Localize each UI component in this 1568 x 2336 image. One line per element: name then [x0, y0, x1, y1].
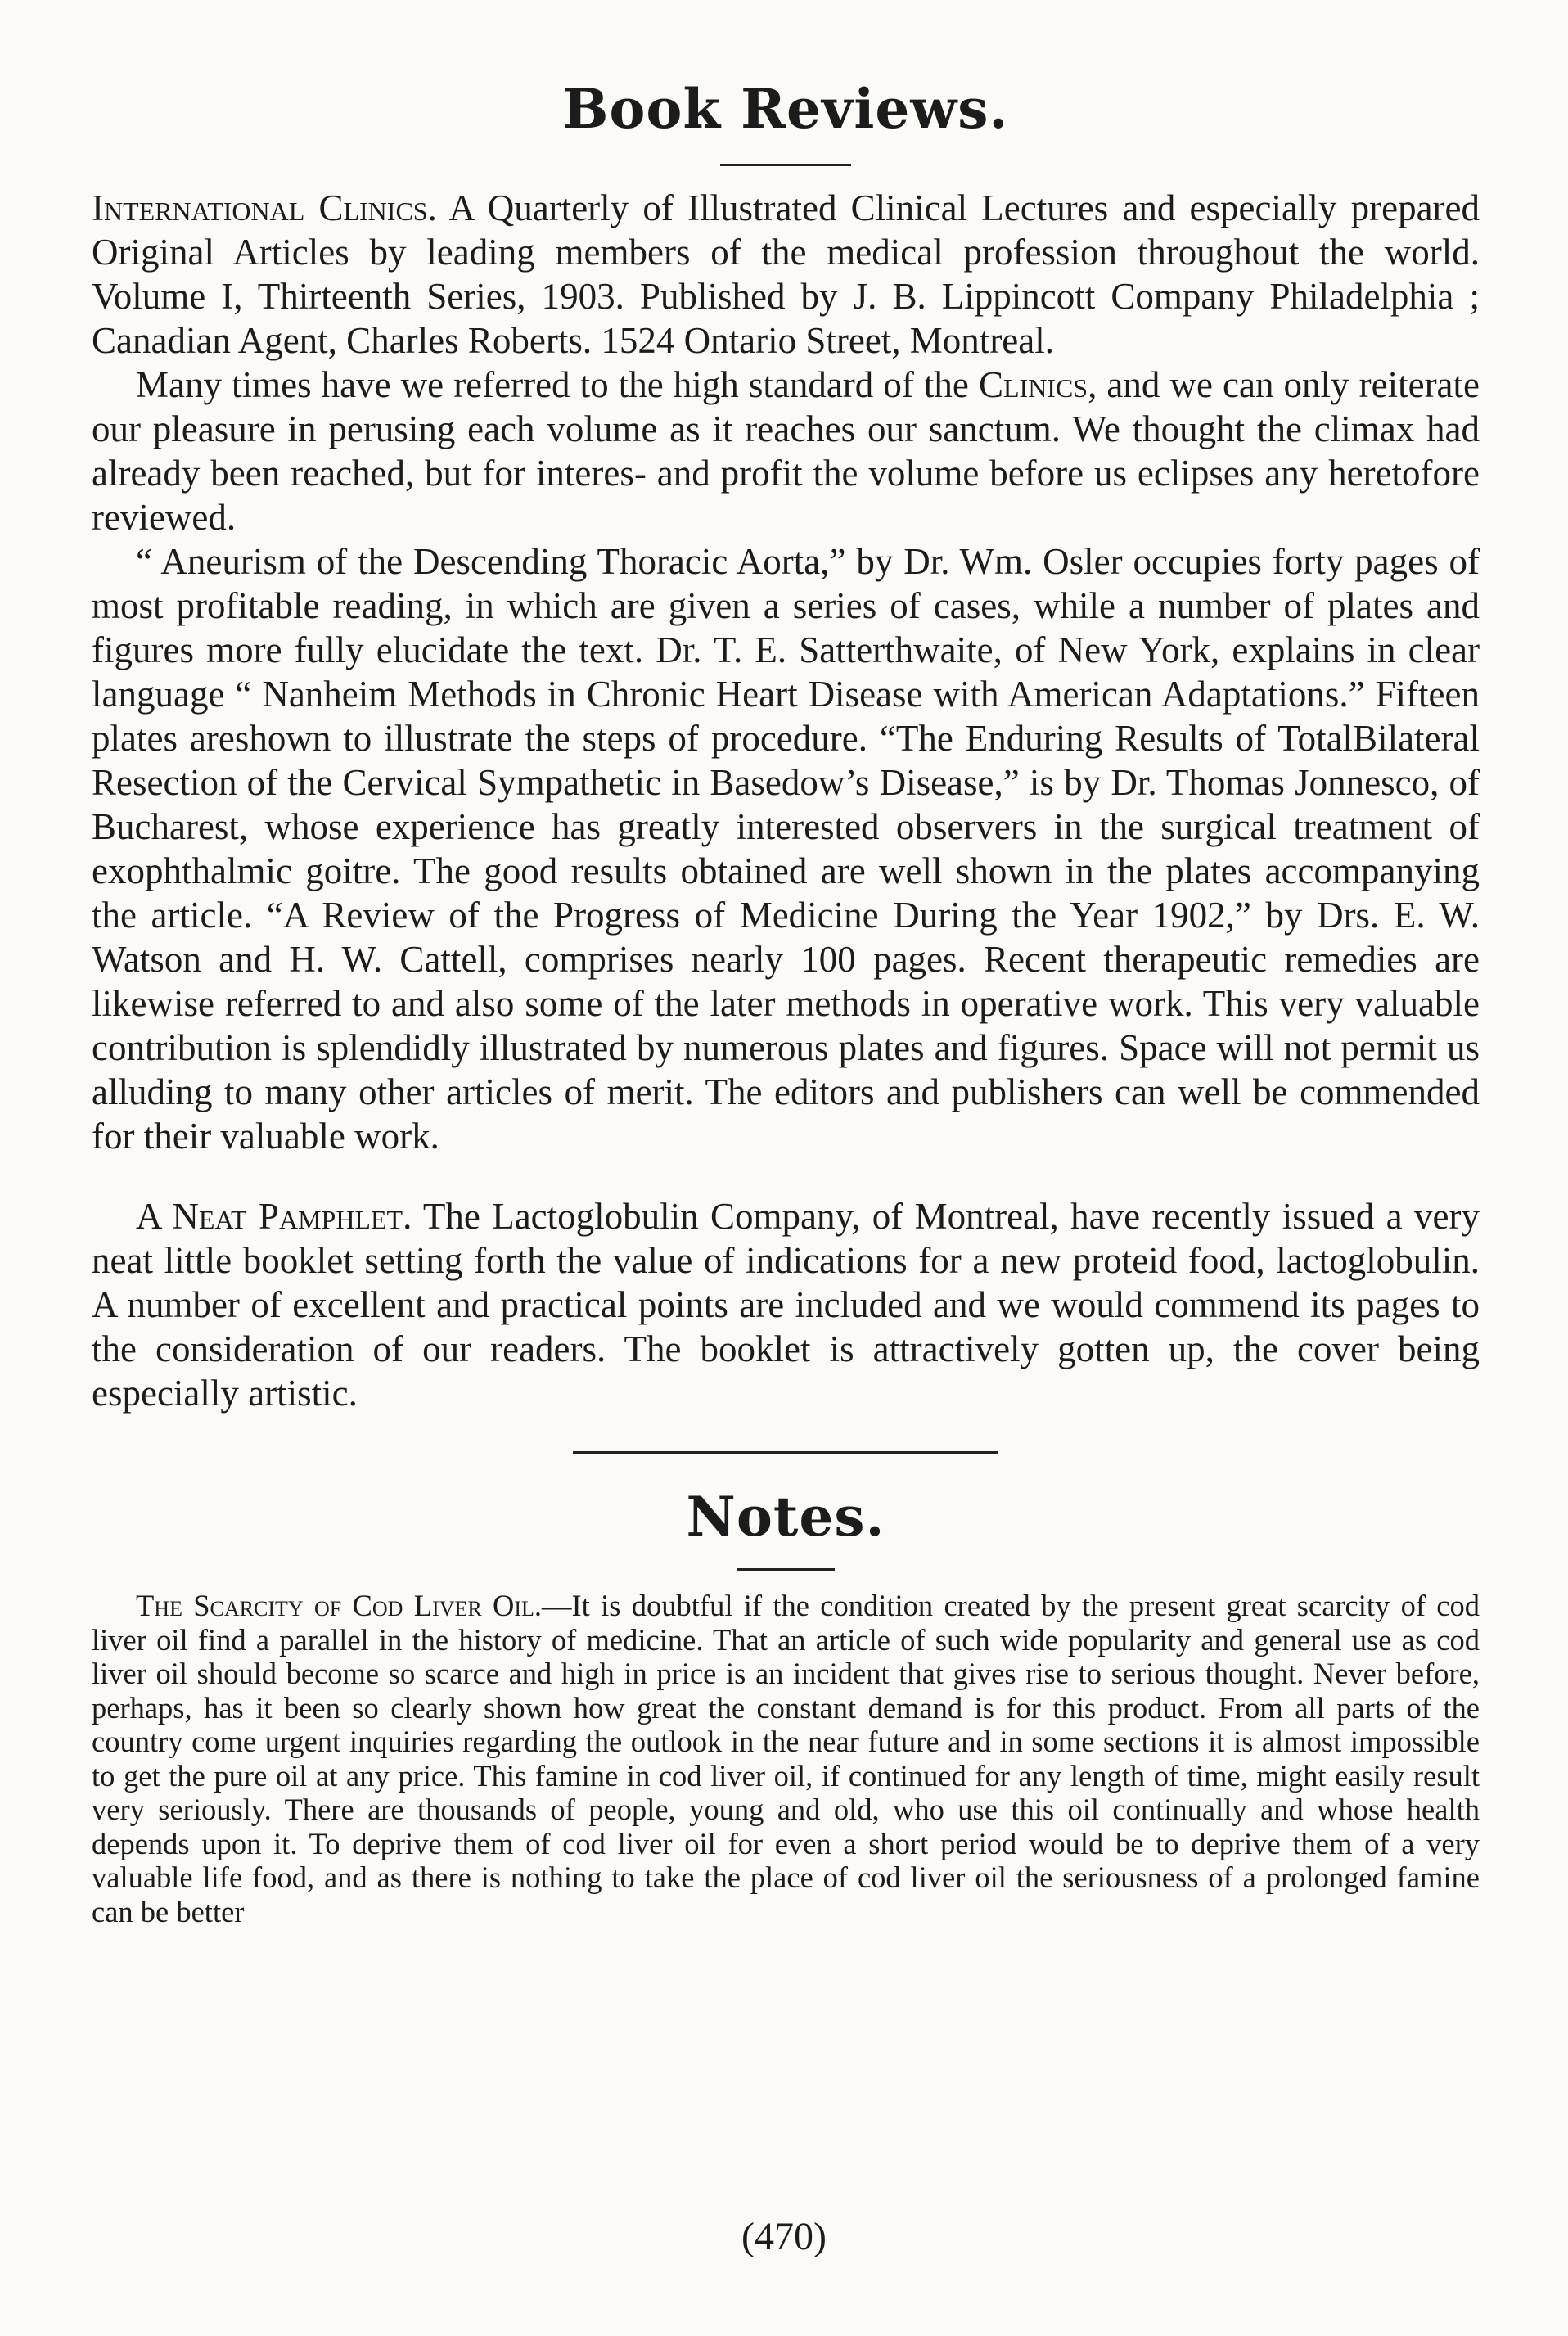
notes-heading: Notes.: [686, 1485, 885, 1549]
clinics-smallcaps: Clinics: [978, 364, 1088, 405]
note-cod-liver-oil: [92, 1589, 1480, 1928]
clinics-citation-text: A Quarterly of Illustrated Clinical Lectures and especially prepared Original Articles by leading members of the medical profession throughout the world. Volume I, Thirteenth Series, 1903. Published by J. B. Lippincott Company Philadelphia ; Canadian Agent, Charles Roberts. 1524 Ontario Street, Montreal.: [92, 187, 1480, 361]
section-divider: [573, 1451, 998, 1454]
cod-liver-oil-body: —It is doubtful if the condition created by the present great scarcity of cod liver oil find a parallel in the history of medicine. That an article of such wide popularity and general use as cod liver oil should become so scarce and high in price is an incident that gives rise to serious thought. Never before, perhaps, has it been so clearly shown how great the constant demand is for this product. From all parts of the country come urgent inquiries regarding the outlook in the near future and in some sections it is almost impossible to get the pure oil at any price. This famine in cod liver oil, if continued for any length of time, might easily result very seriously. There are thousands of people, young and old, who use this oil continually and whose health depends upon it. To deprive them of cod liver oil for even a short period would be to deprive them of a very valuable life food, and as there is nothing to take the place of cod liver oil the seriousness of a prolonged famine can be better: [92, 1589, 1480, 1928]
review-international-clinics: [92, 186, 1480, 1158]
clinics-citation: [92, 186, 1480, 363]
heading-rule: [720, 164, 851, 166]
pamphlet-body: The Lactoglobulin Company, of Montreal, have recently issued a very neat little booklet setting forth the value of indications for a new proteid food, lactoglobulin. A number of excellent and practical points are included and we would commend its pages to the consideration of our readers. The booklet is attractively gotten up, the cover being especially artistic.: [92, 1196, 1480, 1414]
clinics-paragraph-2: “ Aneurism of the Descending Thoracic Aorta,” by Dr. Wm. Osler occupies forty pages of most profitable reading, in which are given a series of cases, while a number of plates and figures more fully elucidate the text. Dr. T. E. Satterthwaite, of New York, explains in clear language “ Nanheim Methods in Chronic Heart Disease with American Adaptations.” Fifteen plates areshown to illustrate the steps of procedure. “The Enduring Results of TotalBilateral Resection of the Cervical Sympathetic in Basedow’s Disease,” is by Dr. Thomas Jonnesco, of Bucharest, whose experience has greatly interested observers in the surgical treatment of exophthalmic goitre. The good results obtained are well shown in the plates accompanying the article. “A Review of the Progress of Medicine During the Year 1902,” by Drs. E. W. Watson and H. W. Cattell, comprises nearly 100 pages. Recent therapeutic remedies are likewise referred to and also some of the later methods in operative work. This very valuable contribution is splendidly illustrated by numerous plates and figures. Space will not permit us alluding to many other articles of merit. The editors and publishers can well be commended for their valuable work.: [92, 541, 1480, 1157]
pamphlet-lead: A Neat Pamphlet.: [136, 1196, 412, 1237]
cod-liver-oil-paragraph: [92, 1589, 1480, 1928]
page-number: (470): [741, 2215, 827, 2258]
spacer: [92, 1158, 1480, 1194]
pamphlet-paragraph: [92, 1194, 1480, 1415]
journal-page: [92, 49, 1480, 2308]
cod-liver-oil-lead: The Scarcity of Cod Liver Oil.: [136, 1589, 543, 1622]
clinics-paragraph-1: Many times have we referred to the high standard of the Clinics, and we can only reiterate our pleasure in perusing each volume as it reaches our sanctum. We thought the climax had already been reached, but for interes- and profit the volume before us eclipses any heretofore reviewed.: [92, 364, 1480, 538]
notes-heading-rule: [737, 1568, 835, 1571]
review-neat-pamphlet: [92, 1194, 1480, 1415]
book-reviews-heading: Book Reviews.: [562, 77, 1009, 141]
clinics-lead: International Clinics.: [92, 187, 437, 228]
